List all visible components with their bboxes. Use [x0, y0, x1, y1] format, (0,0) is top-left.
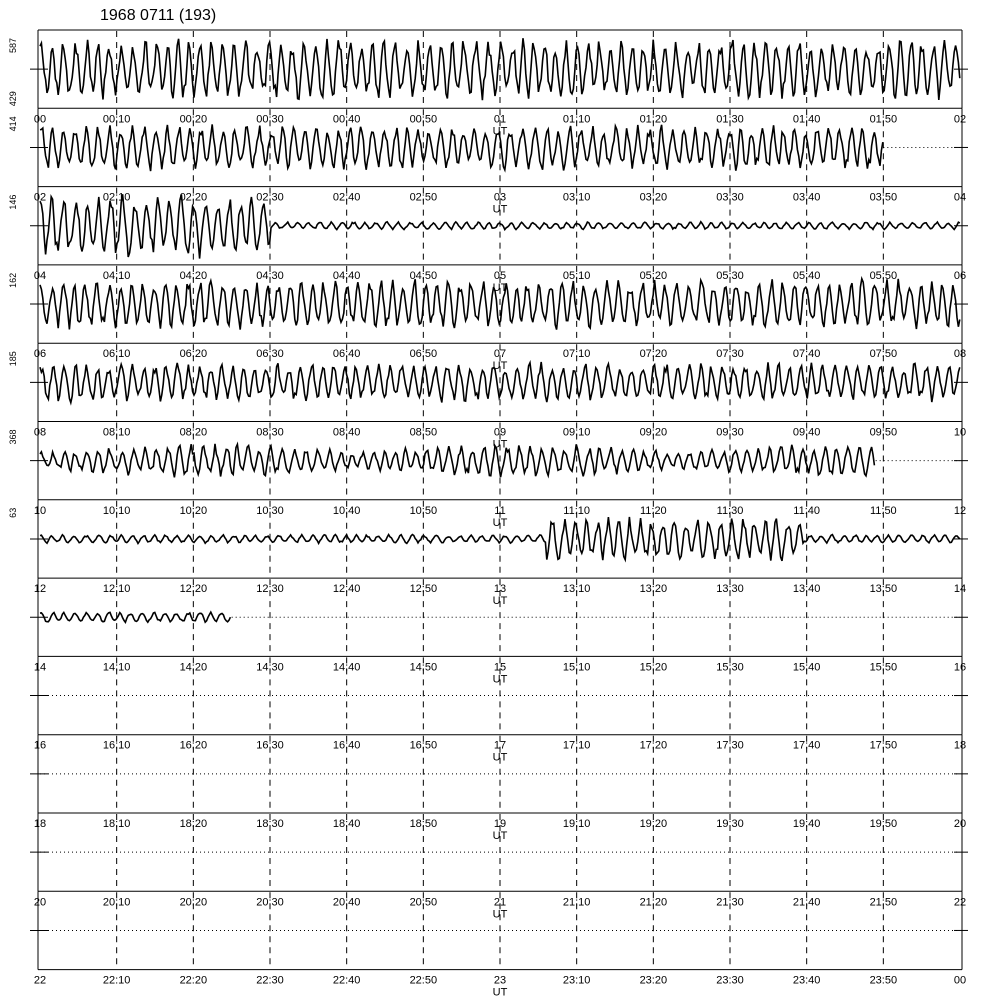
time-tick-label: 22:20	[179, 974, 208, 987]
time-tick-label: 02:50	[409, 191, 438, 204]
time-tick-label: 02	[953, 113, 967, 126]
time-tick-label: 06	[33, 348, 47, 361]
time-tick-label: 14:50	[409, 661, 438, 674]
time-tick-label: 03:40	[792, 191, 821, 204]
time-tick-label: 05:50	[869, 269, 898, 282]
time-tick-label: 23	[493, 974, 507, 987]
time-tick-label: 06:50	[409, 348, 438, 361]
time-tick-label: 00:20	[179, 113, 208, 126]
time-tick-label: 23:50	[869, 974, 898, 987]
time-tick-label: 14	[953, 583, 967, 596]
time-tick-label: 19:10	[562, 818, 591, 830]
time-tick-label: 21	[493, 896, 507, 909]
time-tick-label: 22	[953, 896, 967, 909]
time-tick-label: 09:50	[869, 426, 898, 439]
time-tick-label: 03:20	[639, 191, 668, 204]
amplitude-label-top: 368	[8, 429, 18, 445]
time-tick-label: 07:20	[639, 348, 668, 361]
time-tick-label: 17:50	[869, 739, 898, 752]
ut-label: UT	[492, 830, 508, 842]
time-tick-label: 19:20	[639, 818, 668, 830]
seismic-trace	[40, 124, 883, 171]
time-tick-label: 13:10	[562, 583, 591, 596]
ut-label: UT	[492, 281, 508, 294]
time-tick-label: 21:30	[716, 896, 744, 909]
ut-label: UT	[492, 438, 508, 451]
time-tick-label: 05:10	[562, 269, 591, 282]
time-tick-label: 02:10	[102, 191, 131, 204]
time-tick-label: 12:40	[332, 583, 361, 596]
time-tick-label: 10	[33, 504, 47, 517]
time-tick-label: 14:30	[256, 661, 284, 674]
time-tick-label: 12:20	[179, 583, 208, 596]
time-tick-label: 19:30	[716, 818, 744, 830]
time-tick-label: 20:10	[102, 896, 131, 909]
time-tick-label: 18:20	[179, 818, 208, 830]
time-tick-label: 16:30	[256, 739, 284, 752]
time-tick-label: 19:50	[869, 818, 898, 830]
time-tick-label: 01:30	[716, 113, 744, 126]
amplitude-label-top: 587	[8, 38, 18, 54]
time-tick-label: 04	[33, 269, 47, 282]
time-tick-label: 06:20	[179, 348, 208, 361]
time-tick-label: 22	[33, 974, 47, 987]
time-tick-label: 15:20	[639, 661, 668, 674]
time-tick-label: 16:10	[102, 739, 131, 752]
time-tick-label: 20:50	[409, 896, 438, 909]
time-tick-label: 21:40	[792, 896, 821, 909]
time-tick-label: 16:20	[179, 739, 208, 752]
time-tick-label: 17:30	[716, 739, 744, 752]
time-tick-label: 17:20	[639, 739, 668, 752]
time-tick-label: 15:10	[562, 661, 591, 674]
time-tick-label: 08:10	[102, 426, 131, 439]
time-tick-label: 23:40	[792, 974, 821, 987]
ut-label: UT	[492, 125, 508, 138]
time-tick-label: 13:50	[869, 583, 898, 596]
time-tick-label: 11:20	[639, 504, 667, 517]
time-tick-label: 04:50	[409, 269, 438, 282]
time-tick-label: 16:40	[332, 739, 361, 752]
time-tick-label: 12	[33, 583, 47, 596]
time-tick-label: 02	[33, 191, 47, 204]
time-tick-label: 16	[953, 661, 967, 674]
time-tick-label: 14:10	[102, 661, 131, 674]
time-tick-label: 01:20	[639, 113, 668, 126]
time-tick-label: 20:30	[256, 896, 284, 909]
time-tick-label: 20	[953, 818, 967, 830]
amplitude-label-top: 162	[8, 272, 18, 288]
ut-label: UT	[492, 360, 508, 373]
time-tick-label: 05:20	[639, 269, 668, 282]
ut-label: UT	[492, 203, 508, 216]
time-tick-label: 10:20	[179, 504, 208, 517]
time-tick-label: 21:50	[869, 896, 898, 909]
time-tick-label: 11:30	[716, 504, 744, 517]
time-tick-label: 21:10	[562, 896, 591, 909]
time-tick-label: 08	[953, 348, 967, 361]
time-tick-label: 22:10	[102, 974, 131, 987]
time-tick-label: 21:20	[639, 896, 668, 909]
time-tick-label: 02:30	[256, 191, 284, 204]
amplitude-label-top: 146	[8, 194, 18, 210]
time-tick-label: 08:40	[332, 426, 361, 439]
time-tick-label: 04:20	[179, 269, 208, 282]
time-tick-label: 16	[33, 739, 47, 752]
time-tick-label: 12:50	[409, 583, 438, 596]
time-tick-label: 11	[494, 504, 506, 517]
time-tick-label: 22:50	[409, 974, 438, 987]
time-tick-label: 22:30	[256, 974, 284, 987]
time-tick-label: 12:10	[102, 583, 131, 596]
time-tick-label: 18:50	[409, 818, 438, 830]
time-tick-label: 14:40	[332, 661, 361, 674]
time-tick-label: 00:40	[332, 113, 361, 126]
time-tick-label: 23:30	[716, 974, 744, 987]
time-tick-label: 12	[953, 504, 967, 517]
time-tick-label: 23:20	[639, 974, 668, 987]
ut-label: UT	[492, 751, 508, 764]
time-tick-label: 07:40	[792, 348, 821, 361]
time-tick-label: 01:50	[869, 113, 898, 126]
time-tick-label: 06:10	[102, 348, 131, 361]
time-tick-label: 04:40	[332, 269, 361, 282]
time-tick-label: 08:30	[256, 426, 284, 439]
seismic-trace	[40, 444, 874, 478]
time-tick-label: 22:40	[332, 974, 361, 987]
time-tick-label: 14:20	[179, 661, 208, 674]
time-tick-label: 20:40	[332, 896, 361, 909]
time-tick-label: 18:40	[332, 818, 361, 830]
time-tick-label: 00:30	[256, 113, 284, 126]
time-tick-label: 11:50	[869, 504, 897, 517]
time-tick-label: 20:20	[179, 896, 208, 909]
time-tick-label: 01	[493, 113, 507, 126]
time-tick-label: 09:30	[716, 426, 744, 439]
time-tick-label: 04:10	[102, 269, 131, 282]
time-tick-label: 19	[493, 818, 507, 830]
time-tick-label: 10:10	[102, 504, 131, 517]
time-tick-label: 16:50	[409, 739, 438, 752]
time-tick-label: 03:30	[716, 191, 744, 204]
time-tick-label: 18	[33, 818, 47, 830]
time-tick-label: 02:40	[332, 191, 361, 204]
time-tick-label: 15:50	[869, 661, 898, 674]
amplitude-label-bottom: 429	[8, 91, 18, 107]
chart-title: 1968 0711 (193)	[100, 7, 217, 24]
time-tick-label: 03	[493, 191, 507, 204]
time-tick-label: 13:20	[639, 583, 668, 596]
ut-label: UT	[492, 986, 508, 999]
time-tick-label: 01:10	[562, 113, 591, 126]
ut-label: UT	[492, 673, 508, 686]
time-tick-label: 06:40	[332, 348, 361, 361]
time-tick-label: 11:40	[793, 504, 821, 517]
seismic-trace	[40, 612, 230, 622]
time-tick-label: 02:20	[179, 191, 208, 204]
amplitude-label-top: 414	[8, 116, 18, 132]
time-tick-label: 13:40	[792, 583, 821, 596]
time-tick-label: 13	[493, 583, 507, 596]
time-tick-label: 09	[493, 426, 507, 439]
time-tick-label: 15:40	[792, 661, 821, 674]
time-tick-label: 10:30	[256, 504, 284, 517]
time-tick-label: 23:10	[562, 974, 591, 987]
time-tick-label: 00	[953, 974, 967, 987]
time-tick-label: 05:30	[716, 269, 744, 282]
time-tick-label: 07:50	[869, 348, 898, 361]
time-tick-label: 11:10	[563, 504, 591, 517]
time-tick-label: 09:40	[792, 426, 821, 439]
time-tick-label: 20	[33, 896, 47, 909]
time-tick-label: 07	[493, 348, 507, 361]
time-tick-label: 15:30	[716, 661, 744, 674]
time-tick-label: 06	[953, 269, 967, 282]
time-tick-label: 06:30	[256, 348, 284, 361]
time-tick-label: 17:40	[792, 739, 821, 752]
time-tick-label: 09:20	[639, 426, 668, 439]
time-tick-label: 01:40	[792, 113, 821, 126]
amplitude-label-top: 185	[8, 351, 18, 367]
ut-label: UT	[492, 908, 508, 921]
time-tick-label: 05:40	[792, 269, 821, 282]
time-tick-label: 19:40	[792, 818, 821, 830]
time-tick-label: 03:10	[562, 191, 591, 204]
time-tick-label: 09:10	[562, 426, 591, 439]
time-tick-label: 14	[33, 661, 47, 674]
time-tick-label: 05	[493, 269, 507, 282]
time-tick-label: 18:30	[256, 818, 284, 830]
time-tick-label: 18:10	[102, 818, 131, 830]
time-tick-label: 04:30	[256, 269, 284, 282]
time-tick-label: 17:10	[562, 739, 591, 752]
time-tick-label: 00:50	[409, 113, 438, 126]
time-tick-label: 04	[953, 191, 967, 204]
time-tick-label: 12:30	[256, 583, 284, 596]
time-tick-label: 08:50	[409, 426, 438, 439]
time-tick-label: 08	[33, 426, 47, 439]
panel-group	[8, 30, 968, 999]
time-tick-label: 10:50	[409, 504, 438, 517]
time-tick-label: 00:10	[102, 113, 131, 126]
time-tick-label: 07:10	[562, 348, 591, 361]
time-tick-label: 18	[953, 739, 967, 752]
time-tick-label: 10	[953, 426, 967, 439]
time-tick-label: 08:20	[179, 426, 208, 439]
time-tick-label: 13:30	[716, 583, 744, 596]
time-tick-label: 00	[33, 113, 47, 126]
ut-label: UT	[492, 595, 508, 608]
time-tick-label: 03:50	[869, 191, 898, 204]
amplitude-label-top: 63	[8, 507, 18, 518]
time-tick-label: 15	[493, 661, 507, 674]
ut-label: UT	[492, 516, 508, 529]
time-tick-label: 17	[493, 739, 507, 752]
time-tick-label: 10:40	[332, 504, 361, 517]
time-tick-label: 07:30	[716, 348, 744, 361]
